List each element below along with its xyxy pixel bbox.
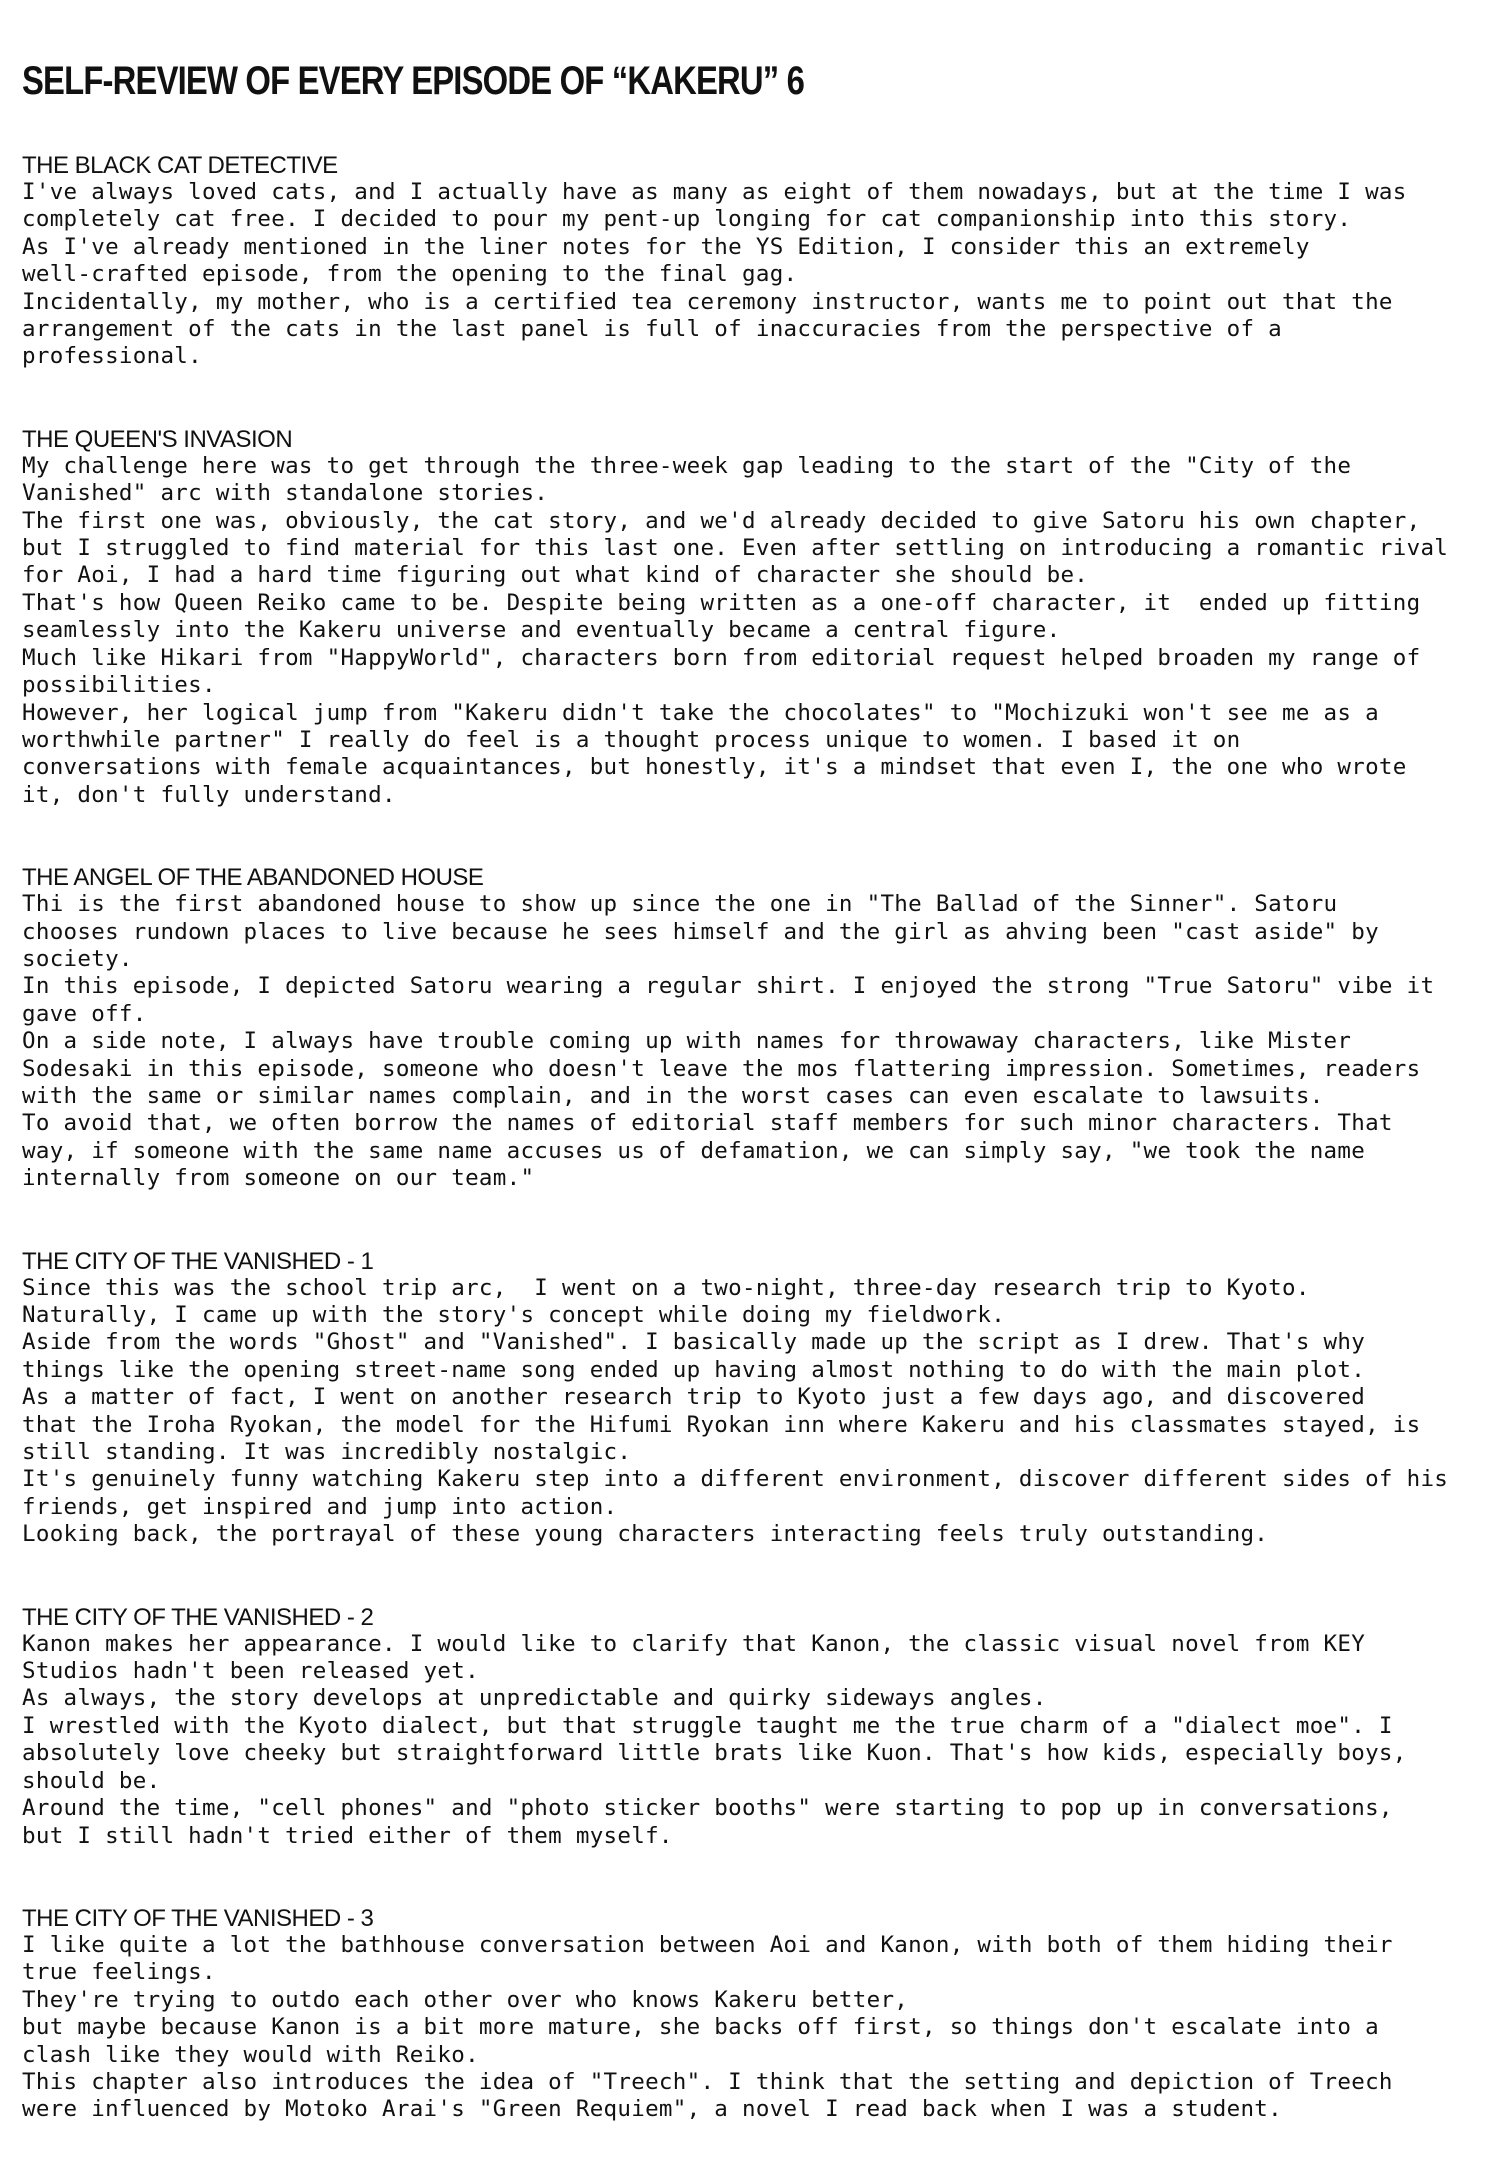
section <box>22 864 1462 1192</box>
text-line: were influenced by Motoko Arai's "Green Requiem", a novel I read back when I was a student. <box>22 2096 1282 2123</box>
text-line: My challenge here was to get through the three-week gap leading to the start of the "City of the <box>22 452 1352 479</box>
text-line: gave off. <box>22 1000 147 1027</box>
text-line: Around the time, "cell phones" and "photo sticker booths" were starting to pop up in conversations, <box>22 1795 1393 1822</box>
text-line: As I've already mentioned in the liner notes for the YS Edition, I consider this an extremely <box>22 233 1310 260</box>
text-line: but maybe because Kanon is a bit more mature, she backs off first, so things don't escalate into a <box>22 2014 1379 2041</box>
section-heading: THE CITY OF THE VANISHED - 2 <box>22 1603 374 1631</box>
text-line: I've always loved cats, and I actually have as many as eight of them nowadays, but at the time I was <box>22 179 1407 205</box>
text-line: still standing. It was incredibly nostalgic. <box>22 1439 632 1466</box>
text-line: possibilities. <box>22 672 216 699</box>
section <box>22 152 1462 371</box>
sections-container <box>22 152 1462 2124</box>
document-page <box>22 58 1462 2179</box>
section <box>22 1604 1462 1850</box>
text-line: On a side note, I always have trouble coming up with names for throwaway characters, like Mister <box>22 1028 1352 1055</box>
text-line: well-crafted episode, from the opening to the final gag. <box>22 261 798 288</box>
text-line: arrangement of the cats in the last panel is full of inaccuracies from the perspective of a <box>22 316 1282 343</box>
text-line: clash like they would with Reiko. <box>22 2041 479 2068</box>
text-line: Sodesaki in this episode, someone who doesn't leave the mos flattering impression. Sometimes, readers <box>22 1055 1421 1082</box>
text-line: Looking back, the portrayal of these young characters interacting feels truly outstanding. <box>22 1521 1269 1548</box>
text-line: professional. <box>22 343 202 370</box>
text-line: Studios hadn't been released yet. <box>22 1658 479 1685</box>
text-line: but I struggled to find material for this last one. Even after settling on introducing a romantic rival <box>22 535 1449 562</box>
text-line: They're trying to outdo each other over who knows Kakeru better, <box>22 1986 909 2013</box>
text-line: Since this was the school trip arc, I went on a two-night, three-day research trip to Kyoto. <box>22 1274 1310 1301</box>
section-heading: THE CITY OF THE VANISHED - 3 <box>22 1904 374 1932</box>
section-heading: THE BLACK CAT DETECTIVE <box>22 152 338 179</box>
text-line: way, if someone with the same name accuses us of defamation, we can simply say, "we took the name <box>22 1137 1366 1164</box>
text-line: but I still hadn't tried either of them myself. <box>22 1822 673 1849</box>
text-line: for Aoi, I had a hard time figuring out what kind of character she should be. <box>22 562 1089 589</box>
section-heading: THE CITY OF THE VANISHED - 1 <box>22 1247 374 1275</box>
text-line: That's how Queen Reiko came to be. Despite being written as a one-off character, it ended up fitting <box>22 589 1421 616</box>
text-line: internally from someone on our team." <box>22 1165 535 1192</box>
text-line: should be. <box>22 1767 161 1794</box>
text-line: society. <box>22 945 133 972</box>
text-line: with the same or similar names complain, and in the worst cases can even escalate to lawsuits. <box>22 1082 1324 1109</box>
text-line: The first one was, obviously, the cat story, and we'd already decided to give Satoru his own chapter, <box>22 507 1421 534</box>
text-line: Incidentally, my mother, who is a certified tea ceremony instructor, wants me to point out that the <box>22 288 1393 315</box>
text-line: I like quite a lot the bathhouse conversation between Aoi and Kanon, with both of them hiding their <box>22 1931 1393 1958</box>
text-line: it, don't fully understand. <box>22 781 396 808</box>
section-heading: THE ANGEL OF THE ABANDONED HOUSE <box>22 864 484 892</box>
text-line: conversations with female acquaintances, but honestly, it's a mindset that even I, the one who wrote <box>22 754 1407 781</box>
text-line: seamlessly into the Kakeru universe and eventually became a central figure. <box>22 617 1061 644</box>
text-line: Naturally, I came up with the story's concept while doing my fieldwork. <box>22 1302 1006 1328</box>
text-line: However, her logical jump from "Kakeru didn't take the chocolates" to "Mochizuki won't see me as a <box>22 699 1379 726</box>
text-line: Thi is the first abandoned house to show up since the one in "The Ballad of the Sinner". Satoru <box>22 891 1338 918</box>
text-line: completely cat free. I decided to pour my pent-up longing for cat companionship into this story. <box>22 206 1352 233</box>
text-line: Vanished" arc with standalone stories. <box>22 480 549 507</box>
text-line: It's genuinely funny watching Kakeru step into a different environment, discover different sides of his <box>22 1466 1449 1493</box>
text-line: I wrestled with the Kyoto dialect, but that struggle taught me the true charm of a "dialect moe". I <box>22 1712 1393 1739</box>
text-line: As a matter of fact, I went on another research trip to Kyoto just a few days ago, and discovered <box>22 1384 1366 1411</box>
page-title: SELF-REVIEW OF EVERY EPISODE OF “KAKERU” 6 <box>22 59 805 103</box>
text-line: Much like Hikari from "HappyWorld", characters born from editorial request helped broaden my range of <box>22 644 1421 671</box>
text-line: This chapter also introduces the idea of "Treech". I think that the setting and depiction of Treech <box>22 2068 1393 2095</box>
text-line: To avoid that, we often borrow the names of editorial staff members for such minor characters. That <box>22 1110 1393 1137</box>
text-line: chooses rundown places to live because he sees himself and the girl as ahving been "cast aside" by <box>22 918 1379 945</box>
text-line: that the Iroha Ryokan, the model for the Hifumi Ryokan inn where Kakeru and his classmates stayed, is <box>22 1411 1421 1438</box>
text-line: In this episode, I depicted Satoru wearing a regular shirt. I enjoyed the strong "True Satoru" vibe it <box>22 973 1435 1000</box>
text-line: worthwhile partner" I really do feel is a thought process unique to women. I based it on <box>22 726 1241 753</box>
section <box>22 1905 1462 2124</box>
text-line: absolutely love cheeky but straightforward little brats like Kuon. That's how kids, especially boys, <box>22 1740 1407 1767</box>
text-line: true feelings. <box>22 1959 216 1986</box>
section-heading: THE QUEEN'S INVASION <box>22 425 293 453</box>
text-line: things like the opening street-name song ended up having almost nothing to do with the main plot. <box>22 1356 1366 1383</box>
text-line: Aside from the words "Ghost" and "Vanished". I basically made up the script as I drew. That's why <box>22 1329 1366 1356</box>
text-line: friends, get inspired and jump into action. <box>22 1493 618 1520</box>
text-line: As always, the story develops at unpredictable and quirky sideways angles. <box>22 1685 1047 1712</box>
section <box>22 1248 1462 1549</box>
section <box>22 426 1462 809</box>
text-line: Kanon makes her appearance. I would like to clarify that Kanon, the classic visual novel from KEY <box>22 1630 1366 1657</box>
